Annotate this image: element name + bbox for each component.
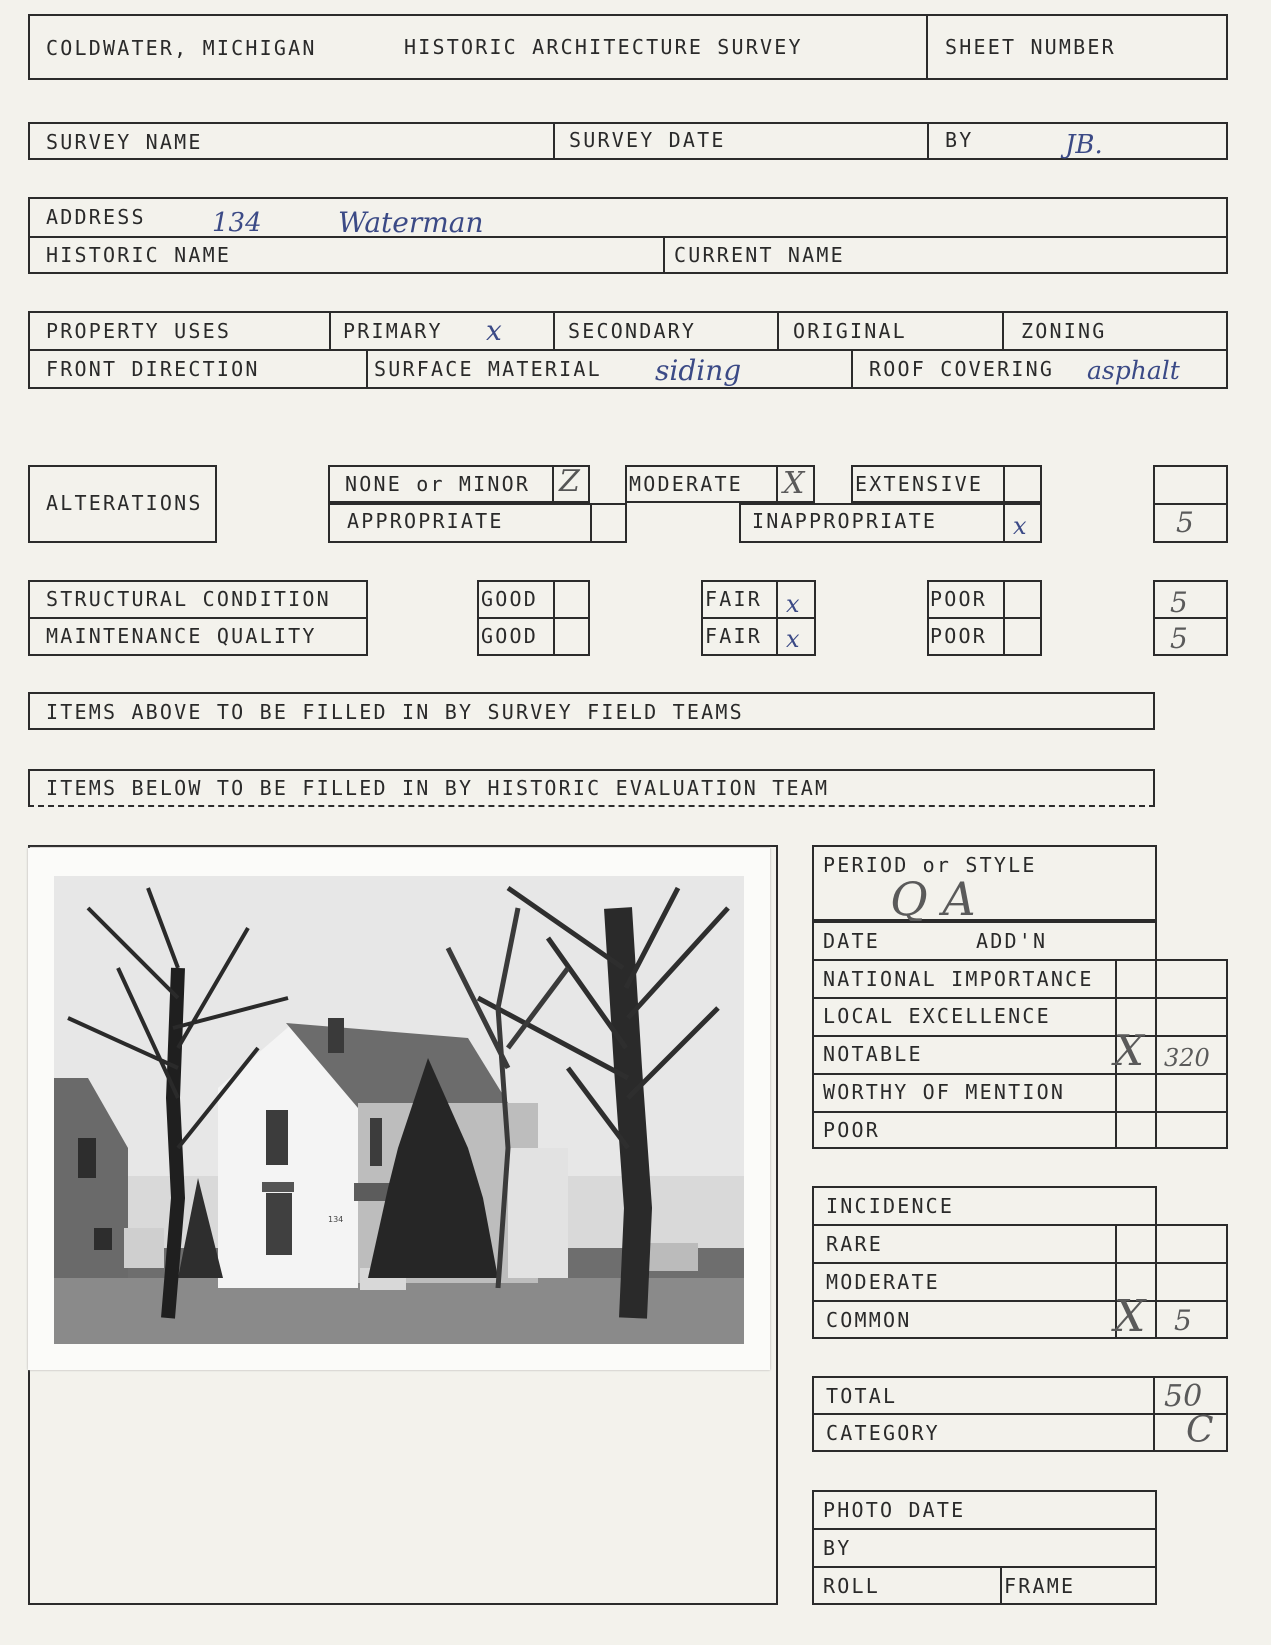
poor-label-structural: POOR xyxy=(930,587,987,611)
roof-covering-label: ROOF COVERING xyxy=(869,357,1055,381)
property-v6 xyxy=(851,349,853,389)
roll-frame-divider xyxy=(1000,1566,1002,1605)
header-divider xyxy=(926,14,928,80)
address-row-divider xyxy=(28,236,1228,238)
common-mark: X xyxy=(1114,1291,1146,1342)
importance-row-5 xyxy=(812,1111,1228,1113)
none-minor-check-divider xyxy=(552,465,554,503)
importance-row-6 xyxy=(1155,1147,1228,1149)
maintenance-score: 5 xyxy=(1170,622,1188,655)
incidence-row-1 xyxy=(812,1224,1228,1226)
poor-label-maintenance: POOR xyxy=(930,624,987,648)
none-minor-mark: Z xyxy=(559,464,580,499)
good-row-divider xyxy=(477,617,590,619)
property-v2 xyxy=(553,311,555,349)
property-v1 xyxy=(329,311,331,349)
period-value: Q A xyxy=(890,872,976,926)
structural-score: 5 xyxy=(1170,586,1188,619)
importance-row-2 xyxy=(812,997,1228,999)
property-row-divider xyxy=(28,349,1228,351)
survey-by-label: BY xyxy=(945,128,974,152)
photo-date-label: PHOTO DATE xyxy=(823,1498,966,1522)
common-label: COMMON xyxy=(826,1308,912,1332)
moderate-check-divider xyxy=(776,465,778,503)
importance-row-4 xyxy=(812,1073,1228,1075)
notes-below: ITEMS BELOW TO BE FILLED IN BY HISTORIC EVALUATION TEAM xyxy=(46,776,830,800)
importance-row-1 xyxy=(812,959,1228,961)
none-minor-label: NONE or MINOR xyxy=(345,472,531,496)
worthy-of-mention-label: WORTHY OF MENTION xyxy=(823,1080,1066,1104)
good-label-structural: GOOD xyxy=(481,587,538,611)
survey-divider-2 xyxy=(927,122,929,160)
good-check-divider xyxy=(553,580,555,656)
inappropriate-mark: x xyxy=(1013,512,1027,540)
notable-label: NOTABLE xyxy=(823,1042,923,1066)
structural-condition-label: STRUCTURAL CONDITION xyxy=(46,587,331,611)
property-v5 xyxy=(366,349,368,389)
frame-label: FRAME xyxy=(1004,1574,1076,1598)
photo-by-label: BY xyxy=(823,1536,852,1560)
notable-score: 320 xyxy=(1164,1044,1210,1072)
appropriate-label: APPROPRIATE xyxy=(347,509,504,533)
importance-score-col xyxy=(1226,959,1228,1149)
front-direction-label: FRONT DIRECTION xyxy=(46,357,260,381)
address-number: 134 xyxy=(212,208,262,238)
roof-covering-value: asphalt xyxy=(1087,356,1180,385)
addn-label: ADD'N xyxy=(976,929,1048,953)
condition-score-divider xyxy=(1153,617,1228,619)
alterations-score-divider xyxy=(1153,503,1228,505)
house-photo xyxy=(28,848,770,1370)
incidence-moderate-label: MODERATE xyxy=(826,1270,940,1294)
mounted-photo-frame xyxy=(28,848,770,1370)
moderate-label: MODERATE xyxy=(629,472,743,496)
property-uses-label: PROPERTY USES xyxy=(46,319,232,343)
primary-label: PRIMARY xyxy=(343,319,443,343)
fair-check-divider xyxy=(776,580,778,656)
moderate-mark: X xyxy=(783,466,805,501)
primary-mark: x xyxy=(486,314,502,347)
address-street: Waterman xyxy=(338,206,484,239)
fair-label-structural: FAIR xyxy=(705,587,762,611)
property-v4 xyxy=(1002,311,1004,349)
good-label-maintenance: GOOD xyxy=(481,624,538,648)
current-name-label: CURRENT NAME xyxy=(674,243,845,267)
historic-current-divider xyxy=(663,236,665,274)
address-label: ADDRESS xyxy=(46,205,146,229)
total-value-col xyxy=(1153,1376,1155,1452)
importance-row-3 xyxy=(812,1035,1228,1037)
inappropriate-check-divider xyxy=(1003,503,1005,543)
survey-name-label: SURVEY NAME xyxy=(46,130,203,154)
survey-date-label: SURVEY DATE xyxy=(569,128,726,152)
surface-material-label: SURFACE MATERIAL xyxy=(374,357,602,381)
common-score: 5 xyxy=(1174,1304,1192,1337)
surface-material-value: siding xyxy=(655,354,742,387)
structural-fair-mark: x xyxy=(786,590,800,618)
photo-house-number: 134 xyxy=(328,1215,344,1224)
poor-check-divider xyxy=(1003,580,1005,656)
incidence-row-2 xyxy=(812,1262,1228,1264)
period-label: PERIOD or STYLE xyxy=(823,853,1037,877)
incidence-row-4 xyxy=(1155,1337,1228,1339)
condition-label-divider xyxy=(28,617,368,619)
total-label: TOTAL xyxy=(826,1384,898,1408)
roll-label: ROLL xyxy=(823,1574,880,1598)
survey-title: HISTORIC ARCHITECTURE SURVEY xyxy=(404,35,803,59)
zoning-label: ZONING xyxy=(1021,319,1107,343)
alterations-score: 5 xyxy=(1176,506,1194,539)
notes-above: ITEMS ABOVE TO BE FILLED IN BY SURVEY FIELD TEAMS xyxy=(46,700,744,724)
notable-mark: X xyxy=(1114,1026,1144,1075)
category-label: CATEGORY xyxy=(826,1421,940,1445)
total-value: 50 xyxy=(1164,1379,1203,1414)
appropriate-check-divider xyxy=(590,503,592,543)
local-excellence-label: LOCAL EXCELLENCE xyxy=(823,1004,1051,1028)
city-label: COLDWATER, MICHIGAN xyxy=(46,36,317,60)
original-label: ORIGINAL xyxy=(793,319,907,343)
photo-info-row-1 xyxy=(812,1528,1157,1530)
national-importance-label: NATIONAL IMPORTANCE xyxy=(823,967,1094,991)
photo-info-row-2 xyxy=(812,1566,1157,1568)
secondary-label: SECONDARY xyxy=(568,319,697,343)
extensive-check-divider xyxy=(1003,465,1005,503)
survey-divider-1 xyxy=(553,122,555,160)
rare-label: RARE xyxy=(826,1232,883,1256)
extensive-label: EXTENSIVE xyxy=(855,472,984,496)
historic-name-label: HISTORIC NAME xyxy=(46,243,232,267)
poor-row-divider xyxy=(927,617,1042,619)
sheet-number-label: SHEET NUMBER xyxy=(945,35,1116,59)
date-label: DATE xyxy=(823,929,880,953)
incidence-row-3 xyxy=(812,1300,1228,1302)
property-v3 xyxy=(777,311,779,349)
fair-label-maintenance: FAIR xyxy=(705,624,762,648)
importance-poor-label: POOR xyxy=(823,1118,880,1142)
maintenance-quality-label: MAINTENANCE QUALITY xyxy=(46,624,317,648)
alterations-label: ALTERATIONS xyxy=(46,491,203,515)
survey-by-value: JB. xyxy=(1065,130,1103,160)
incidence-score-col xyxy=(1226,1224,1228,1339)
inappropriate-label: INAPPROPRIATE xyxy=(752,509,938,533)
maintenance-fair-mark: x xyxy=(786,625,800,653)
category-value: C xyxy=(1186,1410,1214,1451)
incidence-label: INCIDENCE xyxy=(826,1194,955,1218)
